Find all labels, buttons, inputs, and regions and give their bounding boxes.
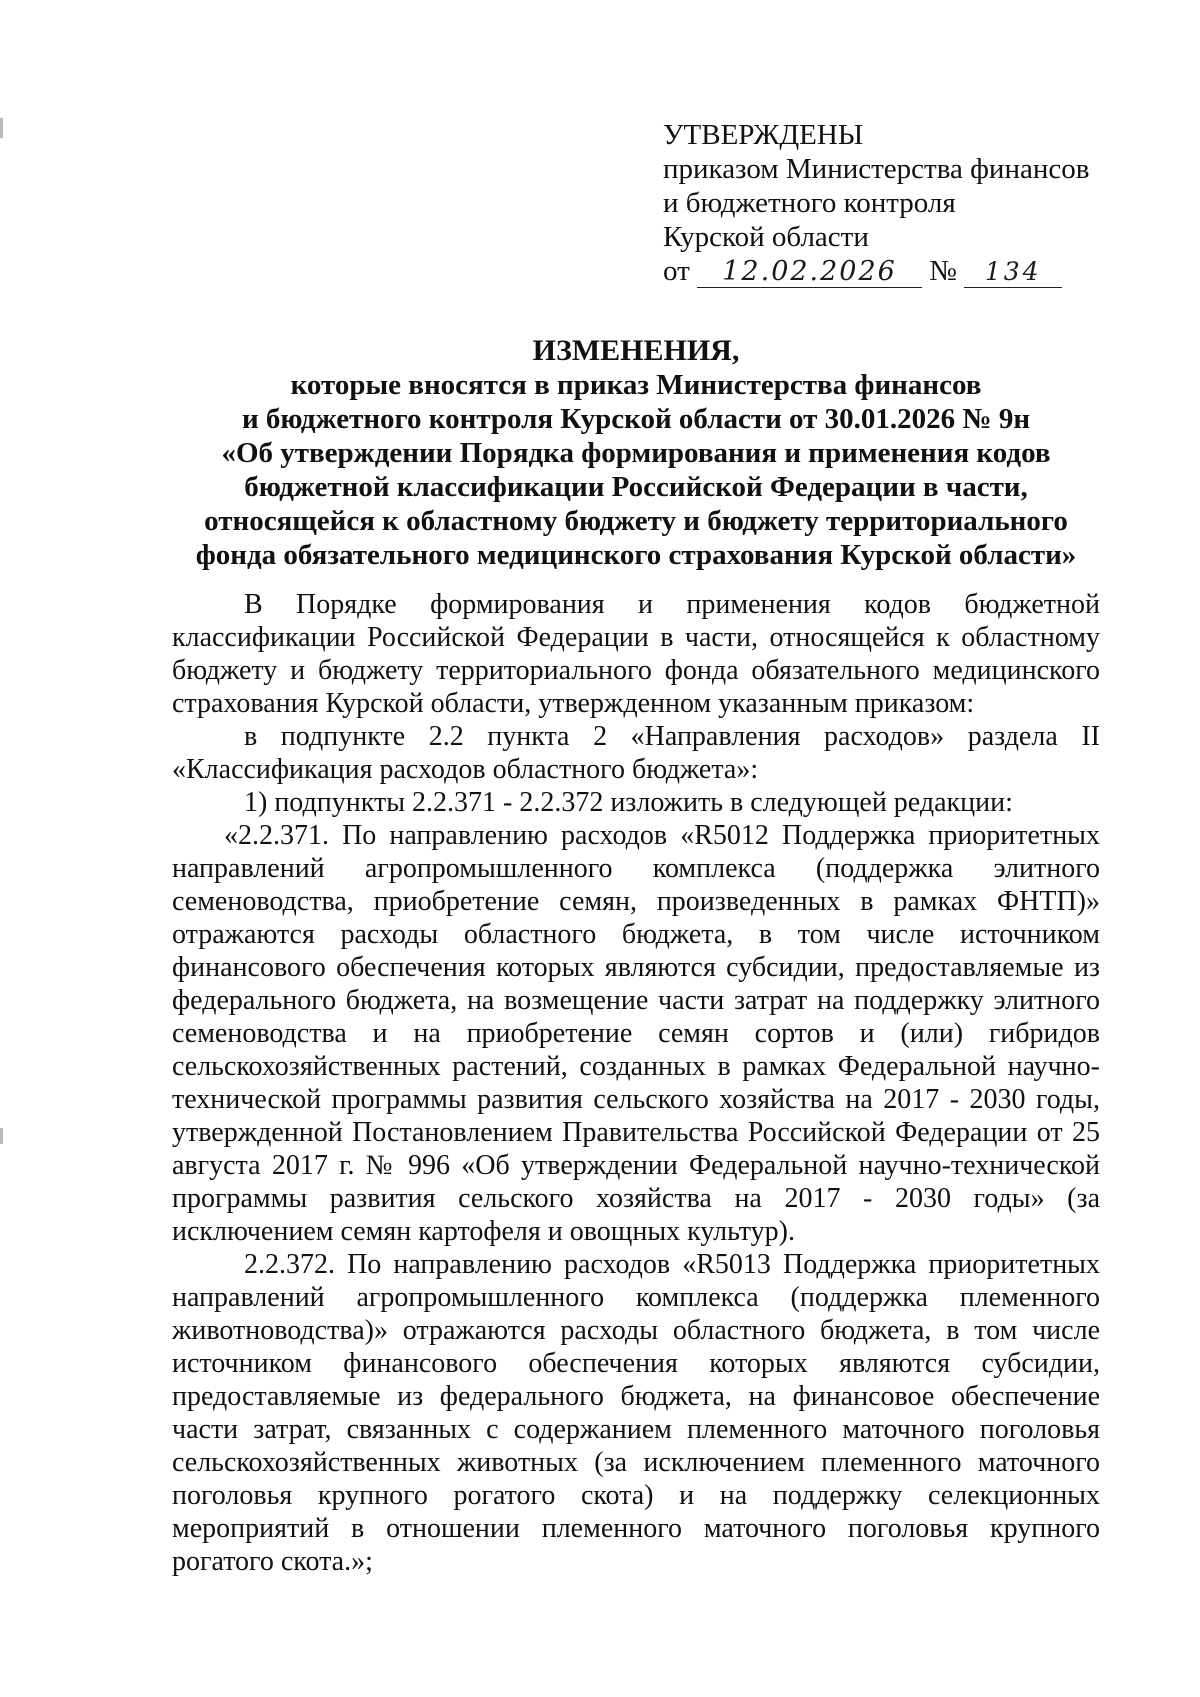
body-paragraph: «2.2.371. По направлению расходов «R5012 Поддержка приоритетных направлений агропромышленного комплекса (поддержка элитного семеноводства, приобретение семян, произведенных в рамках ФНТП)» отражаются расходы областного бюджета, в том числе источником финансового обеспечения которых являются субсидии, предоставляемые из федерального бюджета, на возмещение части затрат на поддержку элитного семеноводства и на приобретение семян сортов и (или) гибридов сельскохозяйственных растений, созданных в рамках Федеральной научно-технической программы развития сельского хозяйства на 2017 - 2030 годы, утвержденной Постановлением Правительства Российской Федерации от 25 августа 2017 г. № 996 «Об утверждении Федеральной научно-технической программы развития сельского хозяйства на 2017 - 2030 годы» (за исключением семян картофеля и овощных культур). bbox=[172, 820, 1100, 1247]
document-title: ИЗМЕНЕНИЯ, bbox=[532, 334, 740, 367]
body-paragraph: 2.2.372. По направлению расходов «R5013 Поддержка приоритетных направлений агропромышленного комплекса (поддержка племенного животноводства)» отражаются расходы областного бюджета, в том числе источником финансового обеспечения которых являются субсидии, предоставляемые из федерального бюджета, на финансовое обеспечение части затрат, связанных с содержанием племенного маточного поголовья сельскохозяйственных животных (за исключением племенного маточного поголовья крупного рогатого скота) и на поддержку селекционных мероприятий в отношении племенного маточного поголовья крупного рогатого скота.»; bbox=[172, 1249, 1100, 1577]
approval-stamp-block bbox=[663, 118, 1089, 288]
body-paragraph: в подпункте 2.2 пункта 2 «Направления расходов» раздела II «Классификация расходов областного бюджета»: bbox=[172, 721, 1100, 785]
approval-line: приказом Министерства финансов bbox=[663, 153, 1090, 185]
scan-edge-mark bbox=[0, 1128, 3, 1144]
date-prefix: от bbox=[663, 255, 690, 287]
body-paragraph: В Порядке формирования и применения кодов бюджетной классификации Российской Федерации в части, относящейся к областному бюджету и бюджету территориального фонда обязательного медицинского страхования Курской области, утвержденном указанным приказом: bbox=[172, 589, 1100, 719]
title-line: и бюджетного контроля Курской области от 30.01.2026 № 9н bbox=[241, 403, 1031, 435]
document-title-block bbox=[172, 334, 1100, 572]
body-paragraph: 1) подпункты 2.2.371 - 2.2.372 изложить в следующей редакции: bbox=[244, 787, 1013, 818]
approval-line: и бюджетного контроля bbox=[663, 187, 956, 219]
number-sign: № bbox=[929, 255, 957, 287]
approval-date-line bbox=[663, 254, 1089, 288]
title-line: бюджетной классификации Российской Федерации в части, bbox=[244, 471, 1028, 503]
approval-line: Курской области bbox=[663, 221, 869, 253]
approval-heading: УТВЕРЖДЕНЫ bbox=[663, 119, 864, 151]
document-body bbox=[172, 588, 1100, 1578]
title-line: которые вносятся в приказ Министерства финансов bbox=[290, 369, 982, 401]
title-line: фонда обязательного медицинского страхования Курской области» bbox=[195, 539, 1077, 571]
scan-edge-mark bbox=[0, 118, 3, 138]
title-line: «Об утверждении Порядка формирования и применения кодов bbox=[221, 437, 1051, 469]
handwritten-number: 134 bbox=[964, 257, 1062, 288]
title-line: относящейся к областному бюджету и бюджету территориального bbox=[204, 505, 1068, 537]
handwritten-date: 12.02.2026 bbox=[697, 257, 922, 288]
